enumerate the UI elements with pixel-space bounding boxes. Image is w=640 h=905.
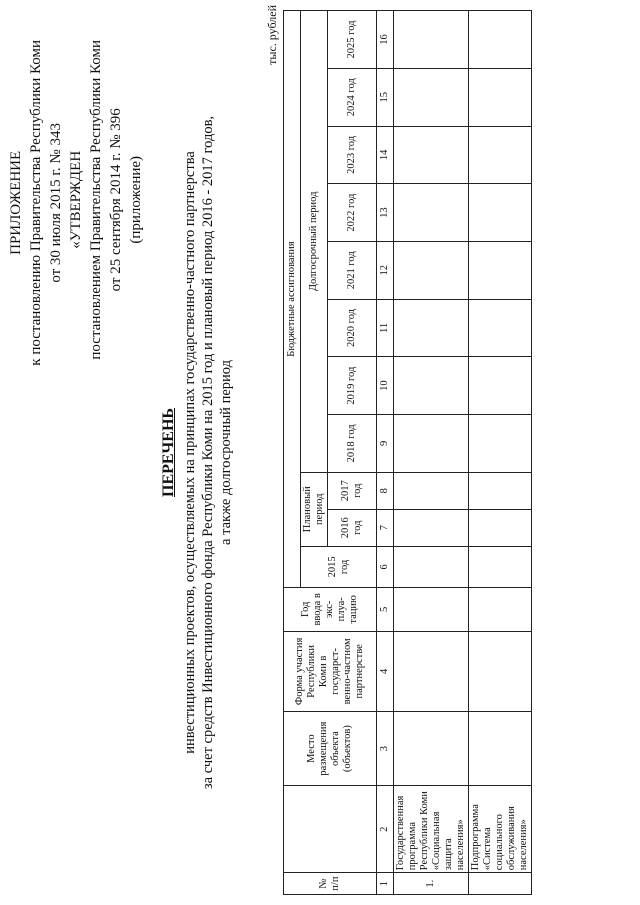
header-longterm: Долгосрочный период <box>301 11 328 473</box>
table-row <box>469 11 532 895</box>
column-number: 8 <box>377 472 394 509</box>
approved-line2: от 25 сентября 2014 г. № 396 <box>108 108 124 292</box>
units-label: тыс. рублей <box>265 5 279 65</box>
header-year-col: 2016 год <box>328 509 377 546</box>
appendix-block <box>6 40 66 366</box>
header-2015: 2015 год <box>301 546 377 587</box>
header-name <box>284 786 377 873</box>
title-line3: а также долгосрочный период <box>218 360 234 545</box>
column-number: 7 <box>377 509 394 546</box>
column-number: 5 <box>377 588 394 632</box>
title-line2: за счет средств Инвестиционного фонда Республики Коми на 2015 год и плановый период 2016 - 2017 годов, <box>200 115 216 790</box>
row-number <box>469 873 532 895</box>
approved-line1: постановлением Правительства Республики Коми <box>88 40 104 360</box>
header-place: Место размещения объекта (объектов) <box>284 712 377 786</box>
appendix-label: ПРИЛОЖЕНИЕ <box>8 150 24 255</box>
approved-block <box>66 40 146 360</box>
approved-line3: (приложение) <box>128 155 144 244</box>
column-number: 1 <box>377 873 394 895</box>
column-number-row <box>377 11 394 895</box>
header-year-col: 2017 год <box>328 472 377 509</box>
column-number: 14 <box>377 126 394 184</box>
header-budget: Бюджетные ассигнования <box>284 11 301 588</box>
header-year-col: 2021 год <box>328 241 377 299</box>
row-name: Подпрограмма «Система социального обслуживания населения» <box>469 786 532 873</box>
row-name: Государственная программа Республики Коми «Социальная защита населения» <box>394 786 469 873</box>
header-planned: Плановый период <box>301 472 328 546</box>
header-form: Форма участия Республики Коми в государст-венно-частном партнерстве <box>284 631 377 712</box>
column-number: 15 <box>377 68 394 126</box>
header-year-col: 2024 год <box>328 68 377 126</box>
table-row <box>394 11 469 895</box>
header-year-col: 2018 год <box>328 415 377 473</box>
header-year-col: 2025 год <box>328 11 377 69</box>
appendix-line1: к постановлению Правительства Республики Коми <box>28 40 44 366</box>
title-line1: инвестиционных проектов, осуществляемых на принципах государственно-частного партнерства <box>182 151 198 754</box>
column-number: 12 <box>377 241 394 299</box>
document-title <box>160 0 235 905</box>
header-year: Год ввода в экс-плуа-тацию <box>284 588 377 632</box>
header-no: № п/п <box>284 873 377 895</box>
column-number: 2 <box>377 786 394 873</box>
approved-label: «УТВЕРЖДЕН <box>68 150 84 249</box>
column-number: 13 <box>377 184 394 242</box>
column-number: 6 <box>377 546 394 587</box>
title-heading: ПЕРЕЧЕНЬ <box>160 408 177 497</box>
column-number: 10 <box>377 357 394 415</box>
projects-table <box>283 10 532 895</box>
column-number: 16 <box>377 11 394 69</box>
row-number: 1. <box>394 873 469 895</box>
header-year-col: 2022 год <box>328 184 377 242</box>
column-number: 3 <box>377 712 394 786</box>
header-year-col: 2019 год <box>328 357 377 415</box>
column-number: 11 <box>377 299 394 357</box>
column-number: 9 <box>377 415 394 473</box>
header-year-col: 2020 год <box>328 299 377 357</box>
column-number: 4 <box>377 631 394 712</box>
header-year-col: 2023 год <box>328 126 377 184</box>
appendix-line2: от 30 июля 2015 г. № 343 <box>48 123 64 283</box>
